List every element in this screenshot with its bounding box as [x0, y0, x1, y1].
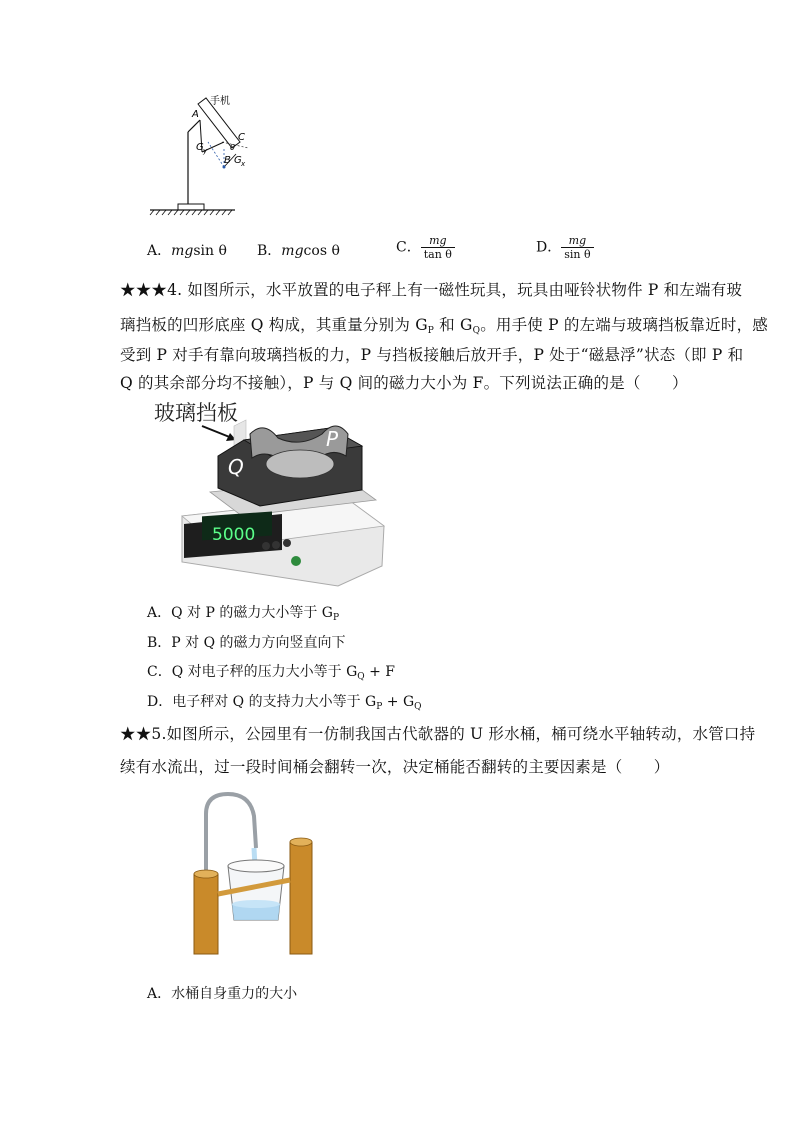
q5-difficulty-stars: ★★ — [120, 725, 152, 743]
q4-stem-line3: 受到 P 对手有靠向玻璃挡板的力，P 与挡板接触后放开手，P 处于“磁悬浮”状态（即 P 和 — [120, 346, 744, 364]
glass-plate-label: 玻璃挡板 — [154, 401, 238, 425]
phone-on-stand-figure — [140, 90, 250, 225]
theta-label: θ — [230, 143, 235, 152]
gy-sub-label: y — [203, 147, 208, 155]
scale-display: 5000 — [212, 525, 256, 545]
point-c-label: C — [238, 132, 245, 143]
q-label: Q — [228, 455, 244, 479]
q5-stem-line2: 续有水流出，过一段时间桶会翻转一次，决定桶能否翻转的主要因素是（ ） — [120, 758, 670, 776]
phone-label: 手机 — [210, 96, 230, 107]
gx-label: G — [234, 155, 242, 166]
water-bucket-figure — [188, 786, 328, 958]
gy-label: G — [196, 142, 204, 153]
q4-option-a: A．Q 对 P 的磁力大小等于 $G_P$ — [147, 605, 340, 623]
q3-option-a: A．mgsin θ — [147, 243, 227, 259]
q4-option-b: B．P 对 Q 的磁力方向竖直向下 — [147, 635, 346, 651]
q4-option-c: C．Q 对电子秤的压力大小等于 $G_Q + F$ — [147, 664, 396, 682]
gx-sub-label: x — [241, 160, 246, 168]
q5-option-a: A．水桶自身重力的大小 — [147, 986, 298, 1002]
q3-option-d: D． $\frac{mg}{\text{sin θ}}$ — [536, 234, 594, 261]
p-label: P — [326, 427, 339, 451]
q5-stem-line1: ★★5.如图所示，公园里有一仿制我国古代欹器的 U 形水桶，桶可绕水平轴转动，水管口持 — [120, 725, 756, 743]
q3-option-c: C． $\frac{mg}{\text{tan θ}}$ — [396, 234, 455, 261]
point-a-label: A — [192, 109, 199, 120]
q4-option-d: D．电子秤对 Q 的支持力大小等于 $G_P + G_Q$ — [147, 694, 422, 712]
q3-option-b: B．mgcos θ — [257, 243, 340, 259]
q4-stem-line4: Q 的其余部分均不接触），P 与 Q 间的磁力大小为 F。下列说法正确的是（ ） — [120, 374, 688, 392]
q4-stem-line1: ★★★4. 如图所示，水平放置的电子秤上有一磁性玩具，玩具由哑铃状物件 P 和左端有玻 — [120, 281, 743, 299]
point-b-label: B — [224, 155, 231, 166]
q4-stem-line2: 璃挡板的凹形底座 Q 构成，其重量分别为 $G_P$ 和 $G_Q$。用手使 P 的左端与玻璃挡板靠近时，感 — [120, 316, 768, 336]
q4-difficulty-stars: ★★★ — [120, 281, 168, 299]
electronic-scale-figure — [150, 398, 390, 593]
